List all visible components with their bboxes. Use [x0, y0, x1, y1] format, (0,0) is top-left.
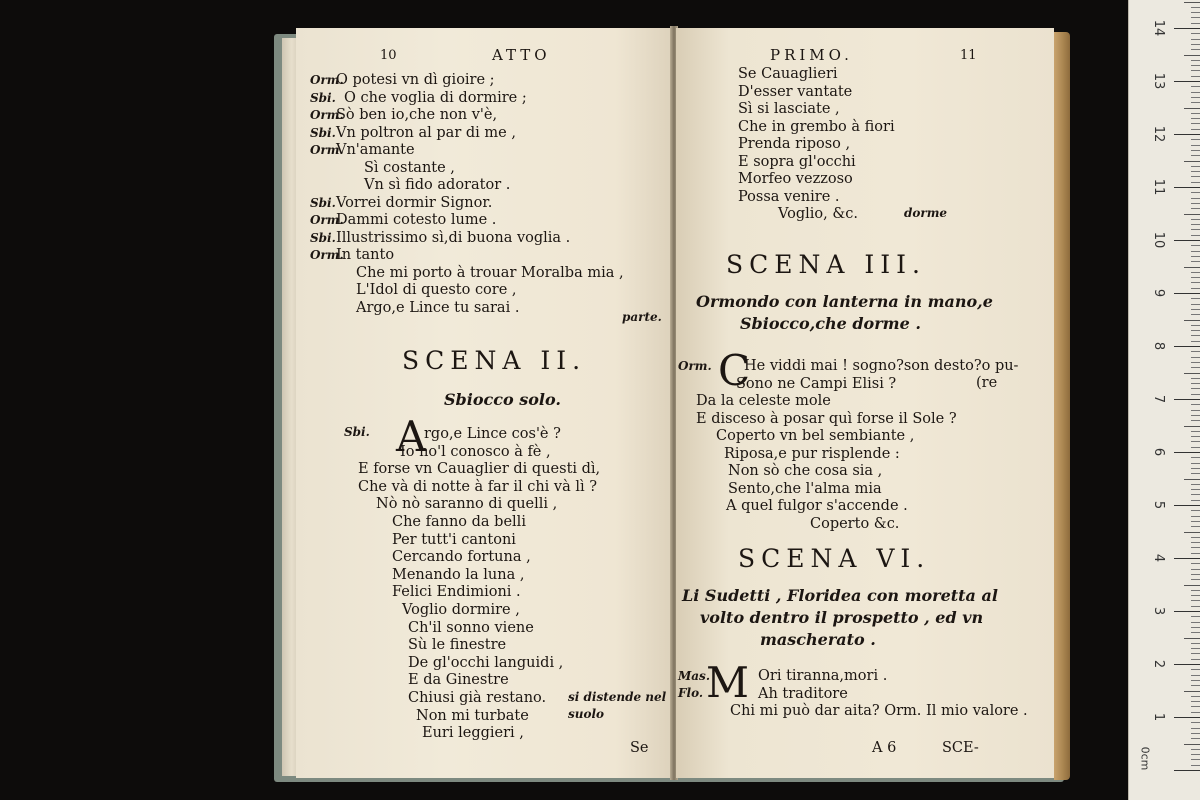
- dialogue-line: Sì costante ,: [364, 159, 455, 176]
- ruler-tick: [1191, 139, 1200, 140]
- left-catchword: Se: [630, 740, 649, 756]
- ruler-tick: [1174, 399, 1200, 400]
- ruler-tick: [1191, 484, 1200, 485]
- ruler-tick: [1174, 664, 1200, 665]
- ruler-number: 3: [1151, 606, 1166, 616]
- ruler-tick: [1191, 224, 1200, 225]
- ruler-tick: [1184, 214, 1200, 215]
- ruler-number: 8: [1151, 341, 1166, 351]
- verse-line: Che fanno da belli: [392, 514, 526, 530]
- speaker-label: Orm.: [310, 108, 344, 122]
- ruler-tick: [1184, 638, 1200, 639]
- voglio-line: Voglio, &c.: [778, 206, 859, 222]
- verse-line: Non sò che cosa sia ,: [728, 463, 883, 479]
- ruler-tick: [1191, 39, 1200, 40]
- verse-line: Cercando fortuna ,: [392, 549, 531, 566]
- ruler-number: 4: [1151, 553, 1166, 563]
- ruler-tick: [1184, 267, 1200, 268]
- ruler-tick: [1191, 648, 1200, 649]
- ruler-tick: [1184, 108, 1200, 109]
- scene-vi-speaker-mas: Mas.: [678, 669, 710, 683]
- verse-line: Chiusi già restano.: [408, 690, 547, 706]
- ruler-tick: [1191, 378, 1200, 379]
- ruler-tick: [1191, 330, 1200, 331]
- ruler-tick: [1191, 685, 1200, 686]
- ruler-tick: [1191, 749, 1200, 750]
- ruler-tick: [1191, 706, 1200, 707]
- ruler-tick: [1191, 547, 1200, 548]
- verse-line: rgo,e Lince cos'è ?: [424, 426, 561, 442]
- verse-line: Sù le finestre: [408, 637, 507, 654]
- ruler-tick: [1191, 516, 1200, 517]
- scene-iii-subtitle-1: Ormondo con lanterna in mano,e: [696, 292, 993, 311]
- ruler-tick: [1191, 150, 1200, 151]
- ruler-tick: [1191, 362, 1200, 363]
- ruler-tick: [1191, 653, 1200, 654]
- verse-line: Per tutt'i cantoni: [392, 531, 516, 548]
- right-catchword: SCE-: [942, 740, 979, 756]
- ruler-tick: [1191, 182, 1200, 183]
- ruler-tick: [1191, 367, 1200, 368]
- ruler-tick: [1191, 622, 1200, 623]
- ruler-tick: [1191, 304, 1200, 305]
- scene-iii-title: SCENA III.: [726, 250, 926, 279]
- ruler-tick: [1191, 595, 1200, 596]
- ruler-tick: [1174, 558, 1200, 559]
- ruler-tick: [1184, 585, 1200, 586]
- speaker-label: Sbi.: [310, 90, 336, 105]
- ruler-tick: [1191, 404, 1200, 405]
- ruler-tick: [1191, 728, 1200, 729]
- ruler-tick: [1191, 245, 1200, 246]
- ruler-tick: [1174, 28, 1200, 29]
- ruler-tick: [1191, 759, 1200, 760]
- verse-line: E da Ginestre: [408, 672, 509, 689]
- verse-line: Sento,che l'alma mia: [728, 480, 882, 497]
- verse-line: Non mi turbate: [416, 707, 529, 724]
- ruler-tick: [1184, 320, 1200, 321]
- ruler-tick: [1191, 388, 1200, 389]
- ruler-tick: [1191, 325, 1200, 326]
- ruler-tick: [1184, 2, 1200, 3]
- ruler-tick: [1191, 394, 1200, 395]
- ruler-tick: [1191, 171, 1200, 172]
- ruler-tick: [1191, 659, 1200, 660]
- dialogue-line: Illustrissimo sì,di buona voglia .: [336, 229, 571, 246]
- ruler-tick: [1191, 113, 1200, 114]
- dialogue-line: Sò ben io,che non v'è,: [336, 107, 498, 123]
- left-page-number: 10: [380, 48, 397, 63]
- ruler-tick: [1191, 526, 1200, 527]
- right-running-head: PRIMO.: [770, 46, 853, 64]
- ruler-tick: [1191, 669, 1200, 670]
- ruler-number: 5: [1151, 500, 1166, 510]
- ruler-tick: [1191, 701, 1200, 702]
- verse-line: Euri leggieri ,: [422, 725, 524, 742]
- verse-line: De gl'occhi languidi ,: [408, 654, 564, 671]
- ruler-tick: [1191, 680, 1200, 681]
- verse-line: Ch'il sonno viene: [408, 619, 534, 636]
- ruler-tick: [1191, 123, 1200, 124]
- ruler-unit-label: 0cm: [1138, 746, 1152, 771]
- ruler-number: 14: [1151, 19, 1166, 37]
- ruler-tick: [1191, 192, 1200, 193]
- ruler-tick: [1191, 256, 1200, 257]
- verse-line: He viddi mai ! sogno?son desto?o pu-: [744, 358, 1019, 374]
- ruler-tick: [1191, 219, 1200, 220]
- signature-mark: A 6: [872, 740, 897, 756]
- ruler-tick: [1191, 606, 1200, 607]
- ruler-tick: [1191, 208, 1200, 209]
- ruler-tick: [1174, 81, 1200, 82]
- verse-line: Che in grembo à fiori: [738, 118, 895, 135]
- scene-vi-dropcap: M: [706, 658, 750, 707]
- ruler-tick: [1191, 86, 1200, 87]
- verse-line: Sì si lasciate ,: [738, 101, 840, 117]
- ruler-tick: [1174, 770, 1200, 771]
- ruler-tick: [1191, 314, 1200, 315]
- scene-ii-speaker: Sbi.: [344, 425, 370, 439]
- scene-iii-speaker: Orm.: [678, 359, 712, 373]
- ruler-tick: [1191, 176, 1200, 177]
- ruler-tick: [1191, 65, 1200, 66]
- dialogue-line: O potesi vn dì gioire ;: [336, 72, 495, 88]
- stage-direction-distende-1: si distende nel: [568, 690, 667, 704]
- ruler-tick: [1191, 542, 1200, 543]
- ruler-tick: [1191, 102, 1200, 103]
- ruler-tick: [1191, 574, 1200, 575]
- verse-line: Prenda riposo ,: [738, 136, 851, 152]
- ruler-tick: [1191, 431, 1200, 432]
- ruler-tick: [1191, 563, 1200, 564]
- verse-line: Riposa,e pur risplende :: [724, 445, 900, 462]
- stage-direction-dorme: dorme: [904, 206, 948, 220]
- ruler-tick: [1191, 272, 1200, 273]
- ruler-tick: [1191, 251, 1200, 252]
- ruler-tick: [1191, 166, 1200, 167]
- ruler-tick: [1191, 436, 1200, 437]
- verse-line: Se Cauaglieri: [738, 66, 838, 82]
- scene-vi-title: SCENA VI.: [738, 544, 931, 573]
- scene-vi-subtitle-1: Li Sudetti , Floridea con moretta al: [682, 586, 998, 605]
- ruler-tick: [1184, 161, 1200, 162]
- verse-line: Menando la luna ,: [392, 566, 525, 583]
- ruler-tick: [1191, 309, 1200, 310]
- ruler-tick: [1184, 373, 1200, 374]
- dialogue-line: In tanto: [336, 247, 395, 263]
- ruler-tick: [1174, 346, 1200, 347]
- measuring-ruler: [1128, 0, 1200, 800]
- speaker-label: Orm.: [310, 213, 344, 227]
- verse-line: E forse vn Cauaglier di questi dì,: [358, 461, 601, 478]
- verse-line: Morfeo vezzoso: [738, 171, 853, 187]
- verse-line: Sono ne Campi Elisi ?: [736, 375, 897, 392]
- ruler-tick: [1191, 569, 1200, 570]
- verse-line: Felici Endimioni .: [392, 584, 521, 601]
- ruler-tick: [1191, 7, 1200, 8]
- ruler-tick: [1191, 420, 1200, 421]
- dialogue-line: Vn'amante: [336, 142, 415, 158]
- dialogue-line: Vn sì fido adorator .: [364, 177, 511, 193]
- ruler-tick: [1191, 17, 1200, 18]
- scene-iii-turnover: (re: [976, 375, 998, 391]
- ruler-tick: [1191, 733, 1200, 734]
- speaker-label: Orm.: [310, 248, 344, 262]
- ruler-tick: [1191, 494, 1200, 495]
- ruler-number: 2: [1151, 659, 1166, 669]
- speaker-label: Sbi.: [310, 195, 336, 210]
- ruler-tick: [1191, 76, 1200, 77]
- ruler-tick: [1191, 155, 1200, 156]
- dialogue-line: Che mi porto à trouar Moralba mia ,: [356, 264, 624, 281]
- scene-vi-speaker-flo: Flo.: [678, 686, 704, 700]
- ruler-tick: [1191, 473, 1200, 474]
- ruler-tick: [1191, 754, 1200, 755]
- ruler-tick: [1191, 33, 1200, 34]
- ruler-number: 11: [1151, 178, 1166, 196]
- verse-line: D'esser vantate: [738, 83, 853, 100]
- ruler-tick: [1191, 203, 1200, 204]
- ruler-tick: [1191, 579, 1200, 580]
- ruler-tick: [1191, 415, 1200, 416]
- ruler-tick: [1174, 611, 1200, 612]
- ruler-tick: [1191, 97, 1200, 98]
- verse-line: Nò nò saranno di quelli ,: [376, 496, 558, 513]
- ruler-tick: [1174, 187, 1200, 188]
- ruler-tick: [1191, 441, 1200, 442]
- verse-line: A quel fulgor s'accende .: [726, 498, 908, 514]
- ruler-tick: [1191, 351, 1200, 352]
- speaker-label: Sbi.: [310, 230, 336, 245]
- ruler-tick: [1191, 129, 1200, 130]
- dialogue-line: Vorrei dormir Signor.: [336, 194, 493, 211]
- ruler-number: 6: [1151, 447, 1166, 457]
- ruler-tick: [1191, 335, 1200, 336]
- ruler-tick: [1191, 410, 1200, 411]
- scene-ii-subtitle: Sbiocco solo.: [444, 390, 561, 409]
- ruler-tick: [1191, 712, 1200, 713]
- ruler-tick: [1184, 691, 1200, 692]
- dialogue-line: O che voglia di dormire ;: [344, 89, 527, 106]
- ruler-tick: [1174, 134, 1200, 135]
- ruler-tick: [1184, 426, 1200, 427]
- ruler-tick: [1191, 489, 1200, 490]
- open-book: [274, 20, 1070, 780]
- verse-line: Coperto vn bel sembiante ,: [716, 428, 915, 444]
- verse-line: Possa venire .: [738, 188, 840, 205]
- ruler-tick: [1191, 298, 1200, 299]
- ruler-tick: [1191, 537, 1200, 538]
- scene-ii-dropcap: A: [396, 412, 427, 461]
- ruler-tick: [1191, 198, 1200, 199]
- verse-line: E disceso à posar quì forse il Sole ?: [696, 410, 957, 427]
- ruler-tick: [1191, 457, 1200, 458]
- ruler-tick: [1191, 12, 1200, 13]
- ruler-tick: [1191, 235, 1200, 236]
- dialogue-line: L'Idol di questo core ,: [356, 282, 517, 298]
- ruler-tick: [1191, 118, 1200, 119]
- scene-iii-dropcap: C: [718, 346, 751, 395]
- ruler-tick: [1191, 145, 1200, 146]
- ruler-tick: [1191, 616, 1200, 617]
- ruler-number: 1: [1151, 712, 1166, 722]
- ruler-tick: [1191, 510, 1200, 511]
- ruler-tick: [1191, 23, 1200, 24]
- right-page-edges: [1054, 32, 1070, 780]
- verse-line: Ah traditore: [758, 685, 848, 702]
- stage-direction-distende-2: suolo: [568, 707, 605, 721]
- scene-vi-subtitle-3: mascherato .: [760, 630, 876, 649]
- ruler-tick: [1174, 293, 1200, 294]
- dialogue-line: Argo,e Lince tu sarai .: [356, 299, 520, 316]
- ruler-number: 10: [1151, 231, 1166, 249]
- verse-line: Io no'l conosco à fè ,: [400, 443, 551, 460]
- ruler-tick: [1191, 357, 1200, 358]
- ruler-tick: [1191, 383, 1200, 384]
- ruler-tick: [1174, 452, 1200, 453]
- ruler-tick: [1191, 288, 1200, 289]
- ruler-tick: [1191, 44, 1200, 45]
- ruler-tick: [1184, 744, 1200, 745]
- ruler-tick: [1191, 738, 1200, 739]
- ruler-tick: [1174, 505, 1200, 506]
- scene-ii-title: SCENA II.: [402, 346, 587, 375]
- verse-line: Coperto &c.: [810, 515, 900, 532]
- ruler-tick: [1184, 532, 1200, 533]
- ruler-tick: [1191, 60, 1200, 61]
- scene-iii-subtitle-2: Sbiocco,che dorme .: [740, 314, 921, 333]
- right-page: [676, 28, 1054, 778]
- ruler-tick: [1191, 500, 1200, 501]
- scene-vi-subtitle-2: volto dentro il prospetto , ed vn: [700, 608, 984, 627]
- ruler-number: 9: [1151, 288, 1166, 298]
- ruler-number: 13: [1151, 72, 1166, 90]
- ruler-tick: [1191, 49, 1200, 50]
- ruler-tick: [1184, 479, 1200, 480]
- speaker-label: Sbi.: [310, 125, 336, 140]
- right-page-number: 11: [960, 48, 977, 63]
- ruler-tick: [1191, 468, 1200, 469]
- ruler-tick: [1191, 627, 1200, 628]
- ruler-tick: [1191, 696, 1200, 697]
- ruler-tick: [1191, 261, 1200, 262]
- ruler-number: 12: [1151, 125, 1166, 143]
- verse-line: Che và di notte à far il chi và lì ?: [358, 478, 598, 495]
- dialogue-line: Vn poltron al par di me ,: [336, 124, 516, 141]
- ruler-tick: [1191, 70, 1200, 71]
- ruler-number: 7: [1151, 394, 1166, 404]
- ruler-tick: [1191, 590, 1200, 591]
- ruler-tick: [1184, 55, 1200, 56]
- ruler-tick: [1191, 643, 1200, 644]
- verse-line: E sopra gl'occhi: [738, 153, 856, 170]
- ruler-tick: [1174, 717, 1200, 718]
- verse-line: Chi mi può dar aita? Orm. Il mio valore .: [730, 703, 1028, 719]
- dialogue-line: Dammi cotesto lume .: [336, 212, 497, 228]
- ruler-tick: [1191, 341, 1200, 342]
- stage-direction-parte: parte.: [622, 310, 662, 324]
- ruler-tick: [1191, 553, 1200, 554]
- ruler-tick: [1191, 632, 1200, 633]
- ruler-tick: [1191, 765, 1200, 766]
- ruler-tick: [1191, 92, 1200, 93]
- ruler-tick: [1174, 240, 1200, 241]
- ruler-tick: [1191, 600, 1200, 601]
- ruler-tick: [1191, 277, 1200, 278]
- speaker-label: Orm.: [310, 143, 344, 157]
- ruler-tick: [1191, 675, 1200, 676]
- ruler-tick: [1191, 521, 1200, 522]
- ruler-tick: [1191, 282, 1200, 283]
- ruler-tick: [1191, 447, 1200, 448]
- ruler-tick: [1191, 463, 1200, 464]
- speaker-label: Orm.: [310, 73, 344, 87]
- verse-line: Ori tiranna,mori .: [758, 668, 888, 684]
- ruler-tick: [1191, 229, 1200, 230]
- ruler-tick: [1191, 722, 1200, 723]
- verse-line: Voglio dormire ,: [402, 602, 520, 618]
- left-running-head: ATTO: [492, 46, 551, 64]
- left-page: [296, 28, 672, 778]
- verse-line: Da la celeste mole: [696, 393, 831, 409]
